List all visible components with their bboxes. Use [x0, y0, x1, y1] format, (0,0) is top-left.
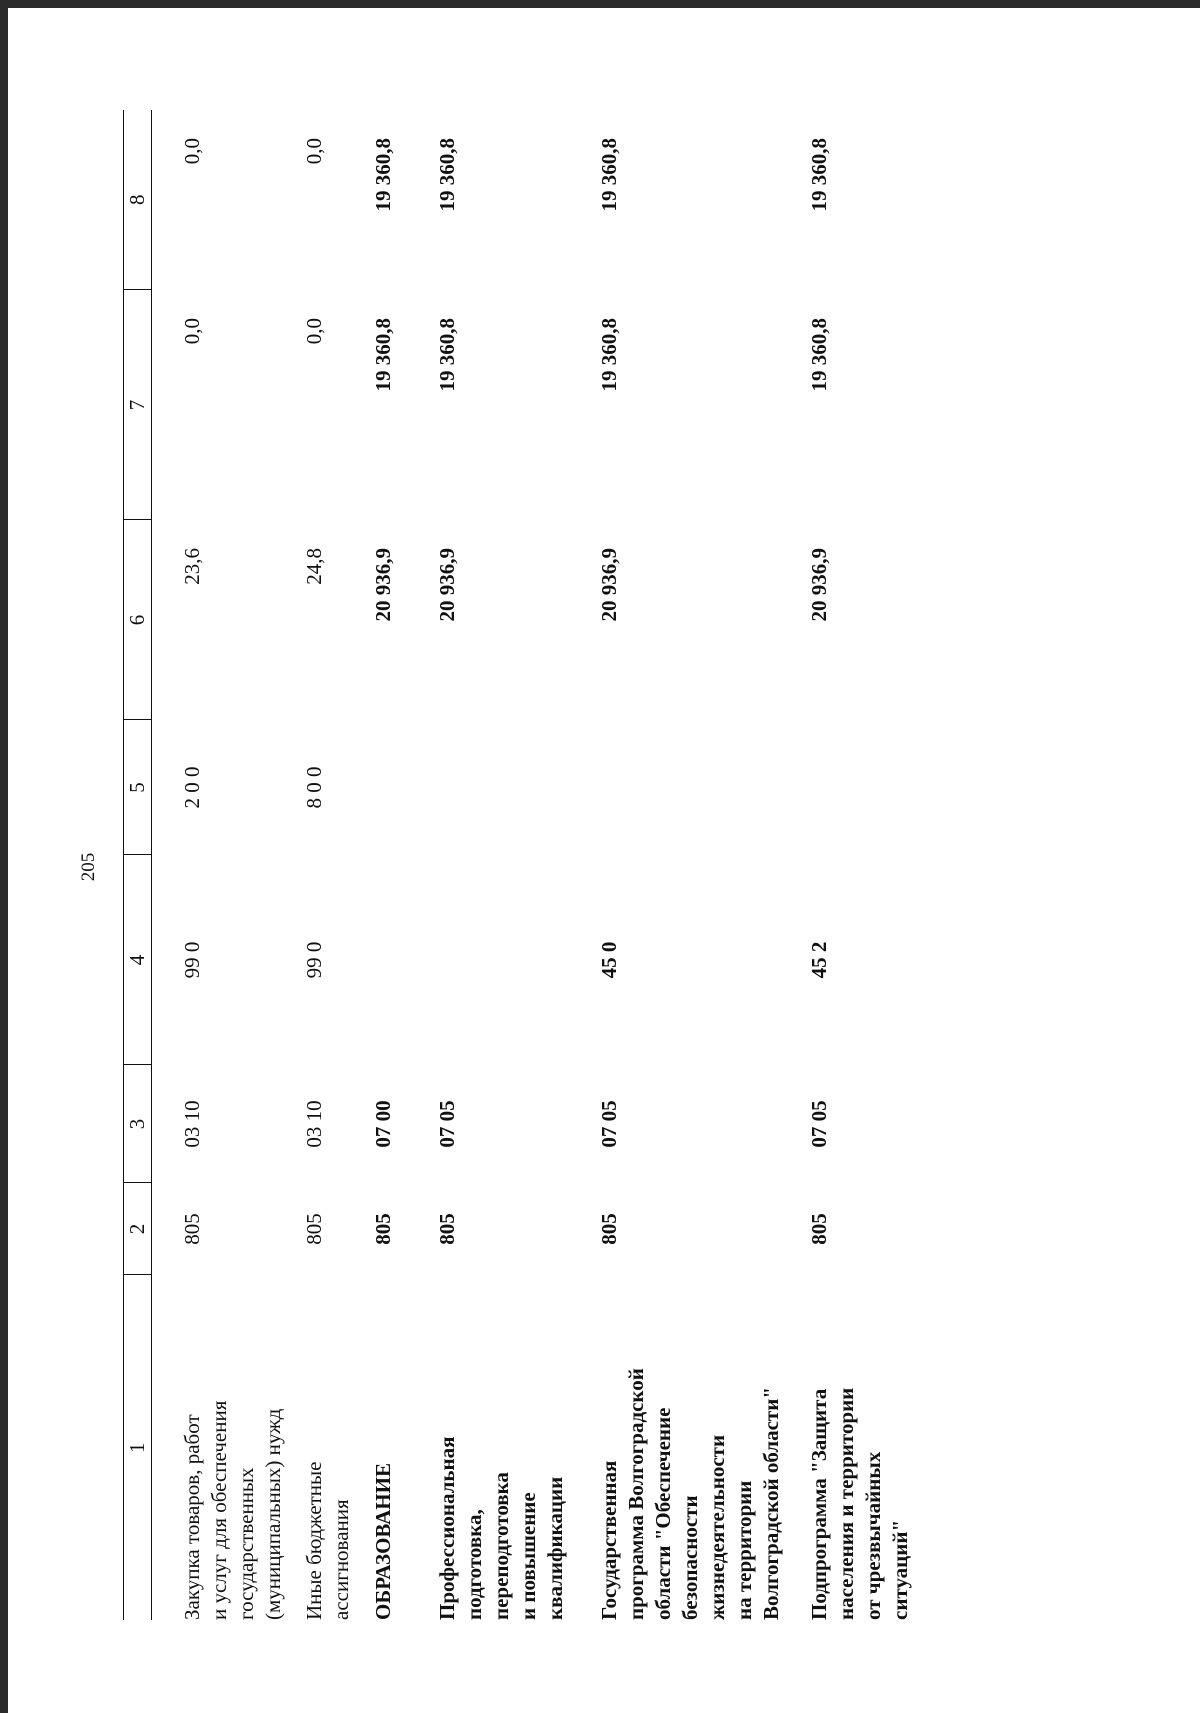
cell-amount-col8: 19 360,8 — [435, 138, 459, 212]
cell-section-code: 03 10 — [302, 1100, 326, 1148]
cell-amount-col6: 20 936,9 — [597, 548, 621, 622]
column-header-4: 4 — [124, 855, 152, 1065]
cell-amount-col8: 19 360,8 — [807, 138, 831, 212]
header-row — [124, 110, 152, 1620]
cell-ministry-code: 805 — [371, 1213, 395, 1245]
row-name-line: Волгоградской области" — [759, 1386, 783, 1620]
cell-ministry-code: 805 — [807, 1213, 831, 1245]
cell-target-article — [420, 855, 582, 1065]
cell-section-code: 07 05 — [597, 1100, 621, 1148]
cell-expense-type — [420, 720, 582, 855]
cell-target-article: 45 2 — [807, 941, 831, 979]
row-name-line: Иные бюджетные — [302, 1461, 326, 1620]
row-name-line: населения и территории — [834, 1387, 858, 1620]
column-header-7: 7 — [124, 290, 152, 520]
table-row — [786, 110, 926, 1620]
table-row — [582, 110, 786, 1620]
cell-ministry-code: 805 — [435, 1213, 459, 1245]
cell-expense-type: 8 0 0 — [302, 766, 326, 809]
column-header-5: 5 — [124, 720, 152, 855]
row-name-line: государственных — [234, 1467, 258, 1620]
row-name-line: области "Обеспечение — [651, 1407, 675, 1620]
cell-amount-col8: 0,0 — [302, 138, 326, 165]
row-name-line: программа Волгоградской — [624, 1368, 648, 1620]
column-header-3: 3 — [124, 1065, 152, 1183]
cell-expense-type — [582, 720, 786, 855]
row-name-line: ситуаций" — [888, 1519, 912, 1620]
cell-amount-col7: 19 360,8 — [597, 318, 621, 392]
cell-amount-col6: 20 936,9 — [371, 548, 395, 622]
table-row — [152, 110, 288, 1620]
cell-amount-col6: 20 936,9 — [807, 548, 831, 622]
cell-amount-col8: 19 360,8 — [597, 138, 621, 212]
row-name-line: ассигнования — [329, 1499, 353, 1620]
cell-ministry-code: 805 — [180, 1213, 204, 1245]
table-row — [356, 110, 420, 1620]
cell-amount-col6: 20 936,9 — [435, 548, 459, 622]
budget-table — [123, 110, 926, 1620]
cell-section-code: 03 10 — [180, 1100, 204, 1148]
cell-amount-col7: 0,0 — [302, 318, 326, 345]
cell-expense-type — [356, 720, 420, 855]
row-name — [356, 1275, 420, 1620]
row-name — [420, 1275, 582, 1620]
cell-expense-type — [786, 720, 926, 855]
cell-target-article: 99 0 — [302, 941, 326, 979]
row-name-line: безопасности — [678, 1495, 702, 1620]
cell-amount-col8: 19 360,8 — [371, 138, 395, 212]
table-row — [420, 110, 582, 1620]
row-name-line: на территории — [732, 1480, 756, 1620]
row-name — [152, 1275, 288, 1620]
cell-ministry-code: 805 — [597, 1213, 621, 1245]
row-name-line: (муниципальных) нужд — [261, 1408, 285, 1620]
cell-amount-col7: 19 360,8 — [807, 318, 831, 392]
column-header-2: 2 — [124, 1183, 152, 1275]
cell-section-code: 07 05 — [807, 1100, 831, 1148]
row-name — [287, 1275, 356, 1620]
cell-target-article — [356, 855, 420, 1065]
cell-section-code: 07 00 — [371, 1100, 395, 1148]
row-name-line: ОБРАЗОВАНИЕ — [371, 1463, 395, 1620]
row-name-line: квалификации — [543, 1476, 567, 1620]
column-header-8: 8 — [124, 110, 152, 290]
table-row — [287, 110, 356, 1620]
row-name-line: и повышение — [516, 1492, 540, 1620]
row-name — [786, 1275, 926, 1620]
column-header-6: 6 — [124, 520, 152, 720]
cell-target-article: 99 0 — [180, 941, 204, 979]
cell-section-code: 07 05 — [435, 1100, 459, 1148]
row-name-line: Подпрограмма "Защита — [807, 1388, 831, 1620]
cell-amount-col7: 19 360,8 — [435, 318, 459, 392]
cell-amount-col7: 19 360,8 — [371, 318, 395, 392]
cell-amount-col7: 0,0 — [180, 318, 204, 345]
page-number: 205 — [78, 852, 99, 882]
row-name-line: переподготовка — [489, 1472, 513, 1620]
cell-amount-col6: 24,8 — [302, 548, 326, 585]
row-name-line: подготовка, — [462, 1509, 486, 1620]
row-name — [582, 1275, 786, 1620]
cell-amount-col6: 23,6 — [180, 548, 204, 585]
row-name-line: и услуг для обеспечения — [207, 1400, 231, 1620]
row-name-line: жизнедеятельности — [705, 1434, 729, 1620]
cell-ministry-code: 805 — [302, 1213, 326, 1245]
row-name-line: Профессиональная — [435, 1436, 459, 1620]
cell-amount-col8: 0,0 — [180, 138, 204, 165]
cell-target-article: 45 0 — [597, 941, 621, 979]
row-name-line: Государственная — [597, 1460, 621, 1620]
cell-expense-type: 2 0 0 — [180, 766, 204, 809]
column-header-1: 1 — [124, 1275, 152, 1620]
row-name-line: Закупка товаров, работ — [180, 1414, 204, 1620]
row-name-line: от чрезвычайных — [861, 1451, 885, 1620]
